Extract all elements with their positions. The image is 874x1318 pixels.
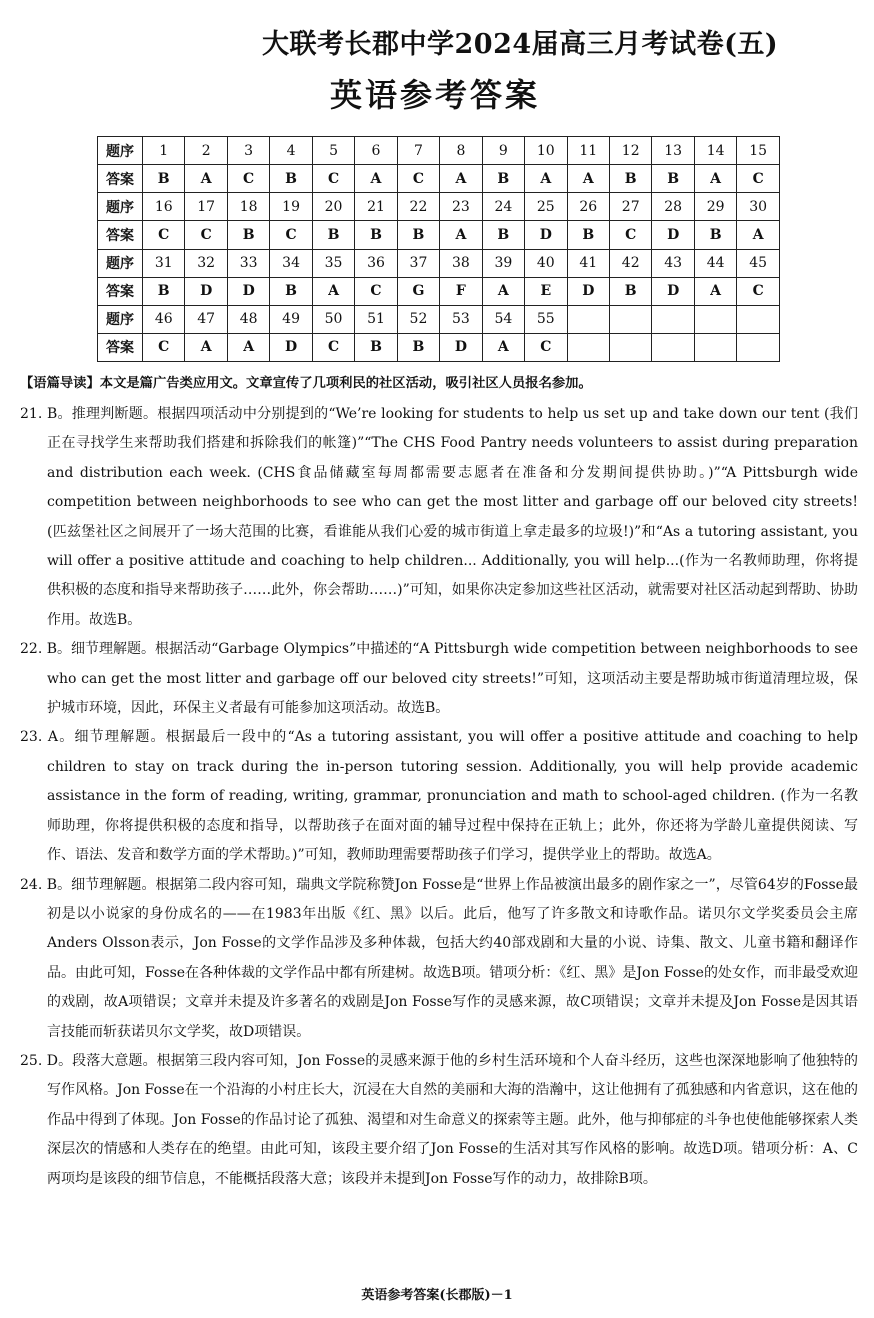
table-row-answers [98, 165, 780, 193]
answer-cell: B [482, 165, 524, 193]
document-title: 英语参考答案 [330, 76, 541, 114]
question-number-cell: 18 [227, 193, 269, 221]
answer-cell: C [143, 333, 185, 361]
question-number-cell: 32 [185, 249, 227, 277]
answer-cell: B [270, 165, 312, 193]
question-number-cell: 44 [694, 249, 736, 277]
answer-cell: B [143, 277, 185, 305]
answer-cell: B [143, 165, 185, 193]
answer-cell: A [185, 333, 227, 361]
answer-cell: B [270, 277, 312, 305]
row-label: 题序 [98, 305, 143, 333]
question-number-cell: 14 [694, 137, 736, 165]
question-number-cell: 21 [355, 193, 397, 221]
answer-cell [609, 333, 651, 361]
question-number-cell [609, 305, 651, 333]
row-label: 题序 [98, 193, 143, 221]
table-row-numbers [98, 193, 780, 221]
table-row-answers [98, 221, 780, 249]
question-number-cell: 10 [525, 137, 567, 165]
answer-cell: A [227, 333, 269, 361]
answer-cell: C [143, 221, 185, 249]
question-number-cell: 16 [143, 193, 185, 221]
answer-cell: B [227, 221, 269, 249]
question-number-cell: 2 [185, 137, 227, 165]
question-number-cell: 36 [355, 249, 397, 277]
question-number-cell: 23 [440, 193, 482, 221]
row-label: 答案 [98, 277, 143, 305]
passage-guide: 【语篇导读】本文是篇广告类应用文。文章宣传了几项利民的社区活动，吸引社区人员报名参加。 [20, 376, 592, 391]
page-footer: 英语参考答案(长郡版)－1 [361, 1288, 513, 1303]
answer-cell: C [737, 165, 780, 193]
question-number-cell: 22 [397, 193, 439, 221]
question-number-cell: 33 [227, 249, 269, 277]
question-number-cell: 41 [567, 249, 609, 277]
answer-cell: B [355, 221, 397, 249]
answer-cell: C [185, 221, 227, 249]
table-row-numbers [98, 305, 780, 333]
answer-cell [652, 333, 694, 361]
question-number-cell: 7 [397, 137, 439, 165]
question-number-cell: 55 [525, 305, 567, 333]
row-label: 答案 [98, 221, 143, 249]
question-number-cell: 6 [355, 137, 397, 165]
question-number-cell [652, 305, 694, 333]
row-label: 答案 [98, 333, 143, 361]
question-number-cell: 11 [567, 137, 609, 165]
question-number-cell: 4 [270, 137, 312, 165]
answer-cell: A [312, 277, 354, 305]
question-number-cell: 12 [609, 137, 651, 165]
answer-cell: D [227, 277, 269, 305]
answer-cell: B [652, 165, 694, 193]
question-number-cell: 49 [270, 305, 312, 333]
answer-cell: D [270, 333, 312, 361]
school-exam-title: 大联考长郡中学2024届高三月考试卷(五) [262, 29, 779, 60]
answer-cell: C [609, 221, 651, 249]
answer-cell: D [440, 333, 482, 361]
answer-cell: B [609, 277, 651, 305]
explanation-item: 22. B。细节理解题。根据活动“Garbage Olympics”中描述的“A Pittsburgh wide competition between neighborhoods to see who can get the most litter and garbage off our beloved city streets!”可知，这项活动主要是帮助城市街道清理垃圾，保护城市环境，因此，环保主义者最有可能参加这项活动。故选B。 [20, 641, 858, 717]
answer-cell: B [567, 221, 609, 249]
question-number-cell: 30 [737, 193, 780, 221]
question-number-cell: 34 [270, 249, 312, 277]
question-number-cell: 3 [227, 137, 269, 165]
answer-cell: B [397, 333, 439, 361]
question-number-cell: 27 [609, 193, 651, 221]
question-number-cell: 19 [270, 193, 312, 221]
explanation-item: 25. D。段落大意题。根据第三段内容可知，Jon Fosse的灵感来源于他的乡村生活环境和个人奋斗经历，这些也深深地影响了他独特的写作风格。Jon Fosse在一个沿海的小村庄长大，沉浸在大自然的美丽和大海的浩瀚中，这让他拥有了孤独感和内省意识，这在他的作品中得到了体现。Jon Fosse的作品讨论了孤独、渴望和对生命意义的探索等主题。此外，他与抑郁症的斗争也使他能够探索人类深层次的情感和人类存在的绝望。由此可知，该段主要介绍了Jon Fosse的生活对其写作风格的影响。故选D项。错项分析：A、C两项均是该段的细节信息，不能概括段落大意；该段并未提到Jon Fosse写作的动力，故排除B项。 [20, 1052, 858, 1187]
question-number-cell: 20 [312, 193, 354, 221]
answer-cell: C [355, 277, 397, 305]
question-number-cell: 47 [185, 305, 227, 333]
answer-cell: D [567, 277, 609, 305]
question-number-cell: 53 [440, 305, 482, 333]
question-number-cell: 54 [482, 305, 524, 333]
question-number-cell: 15 [737, 137, 780, 165]
answer-cell: D [185, 277, 227, 305]
explanations [20, 400, 858, 1194]
answer-cell: C [227, 165, 269, 193]
answer-cell: C [737, 277, 780, 305]
explanation-item: 23. A。细节理解题。根据最后一段中的“As a tutoring assistant, you will offer a positive attitude and coaching to help children to stay on track during the in-person tutoring session. Additionally, you will help provide academic assistance in the form of reading, writing, grammar, pronunciation and math to school-aged children. (作为一名教师助理，你将提供积极的态度和指导，以帮助孩子在面对面的辅导过程中保持在正轨上；此外，你还将为学龄儿童提供阅读、写作、语法、发音和数学方面的学术帮助。)”可知，教师助理需要帮助孩子们学习，提供学业上的帮助。故选A。 [20, 729, 858, 864]
question-number-cell: 5 [312, 137, 354, 165]
answer-cell: A [482, 277, 524, 305]
answer-cell: B [694, 221, 736, 249]
explanation-item: 21. B。推理判断题。根据四项活动中分别提到的“We’re looking for students to help us set up and take down our tent (我们正在寻找学生来帮助我们搭建和拆除我们的帐篷)”“The CHS Food Pantry needs volunteers to assist during preparation and distribution each week. (CHS食品储藏室每周都需要志愿者在准备和分发期间提供协助。)”“A Pittsburgh wide competition between neighborhoods to see who can get the most litter and garbage off our beloved city streets! (匹兹堡社区之间展开了一场大范围的比赛，看谁能从我们心爱的城市街道上拿走最多的垃圾!)”和“As a tutoring assistant, you will offer a positive attitude and coaching to help children... Additionally, you will help...(作为一名教师助理，你将提供积极的态度和指导来帮助孩子……此外，你会帮助……)”可知，如果你决定参加这些社区活动，就需要对社区活动起到帮助、协助作用。故选B。 [20, 406, 858, 628]
question-number-cell [567, 305, 609, 333]
answer-cell: E [525, 277, 567, 305]
answer-cell: A [737, 221, 780, 249]
table-row-answers [98, 277, 780, 305]
question-number-cell: 50 [312, 305, 354, 333]
question-number-cell: 37 [397, 249, 439, 277]
question-number-cell: 9 [482, 137, 524, 165]
answer-cell: D [652, 221, 694, 249]
answer-cell [694, 333, 736, 361]
answer-cell: A [694, 277, 736, 305]
question-number-cell: 8 [440, 137, 482, 165]
answer-cell: C [525, 333, 567, 361]
question-number-cell: 45 [737, 249, 780, 277]
answer-cell: B [397, 221, 439, 249]
question-number-cell [694, 305, 736, 333]
question-number-cell: 51 [355, 305, 397, 333]
question-number-cell: 46 [143, 305, 185, 333]
answer-cell: B [609, 165, 651, 193]
question-number-cell: 28 [652, 193, 694, 221]
question-number-cell: 39 [482, 249, 524, 277]
answer-cell: A [440, 221, 482, 249]
answer-cell: D [652, 277, 694, 305]
answer-cell: A [355, 165, 397, 193]
question-number-cell: 40 [525, 249, 567, 277]
table-row-numbers [98, 137, 780, 165]
table-row-answers [98, 333, 780, 361]
question-number-cell: 38 [440, 249, 482, 277]
row-label: 题序 [98, 137, 143, 165]
answer-cell: F [440, 277, 482, 305]
row-label: 题序 [98, 249, 143, 277]
question-number-cell: 29 [694, 193, 736, 221]
answer-cell: A [440, 165, 482, 193]
answer-cell: A [525, 165, 567, 193]
question-number-cell: 43 [652, 249, 694, 277]
question-number-cell: 13 [652, 137, 694, 165]
question-number-cell: 25 [525, 193, 567, 221]
question-number-cell: 26 [567, 193, 609, 221]
question-number-cell: 1 [143, 137, 185, 165]
question-number-cell: 52 [397, 305, 439, 333]
table-row-numbers [98, 249, 780, 277]
question-number-cell: 17 [185, 193, 227, 221]
answer-cell: C [312, 333, 354, 361]
answer-cell [567, 333, 609, 361]
row-label: 答案 [98, 165, 143, 193]
answer-cell: B [482, 221, 524, 249]
answer-cell: C [270, 221, 312, 249]
question-number-cell [737, 305, 780, 333]
answer-cell: C [312, 165, 354, 193]
answer-cell: A [185, 165, 227, 193]
explanation-item: 24. B。细节理解题。根据第二段内容可知，瑞典文学院称赞Jon Fosse是“世界上作品被演出最多的剧作家之一”，尽管64岁的Fosse最初是以小说家的身份成名的——在1983年出版《红、黑》以后。此后，他写了许多散文和诗歌作品。诺贝尔文学奖委员会主席Anders Olsson表示，Jon Fosse的文学作品涉及多种体裁，包括大约40部戏剧和大量的小说、诗集、散文、儿童书籍和翻译作品。由此可知，Fosse在各种体裁的文学作品中都有所建树。故选B项。错项分析：《红、黑》是Jon Fosse的处女作，而非最受欢迎的戏剧，故A项错误；文章并未提及许多著名的戏剧是Jon Fosse写作的灵感来源，故C项错误；文章并未提及Jon Fosse是因其语言技能而斩获诺贝尔文学奖，故D项错误。 [20, 876, 858, 1040]
answer-table [97, 136, 780, 362]
answer-cell: C [397, 165, 439, 193]
answer-cell: B [355, 333, 397, 361]
question-number-cell: 42 [609, 249, 651, 277]
answer-cell: A [567, 165, 609, 193]
question-number-cell: 31 [143, 249, 185, 277]
answer-cell: D [525, 221, 567, 249]
answer-cell: B [312, 221, 354, 249]
answer-cell: A [694, 165, 736, 193]
question-number-cell: 35 [312, 249, 354, 277]
answer-cell: G [397, 277, 439, 305]
answer-cell: A [482, 333, 524, 361]
question-number-cell: 24 [482, 193, 524, 221]
answer-cell [737, 333, 780, 361]
question-number-cell: 48 [227, 305, 269, 333]
